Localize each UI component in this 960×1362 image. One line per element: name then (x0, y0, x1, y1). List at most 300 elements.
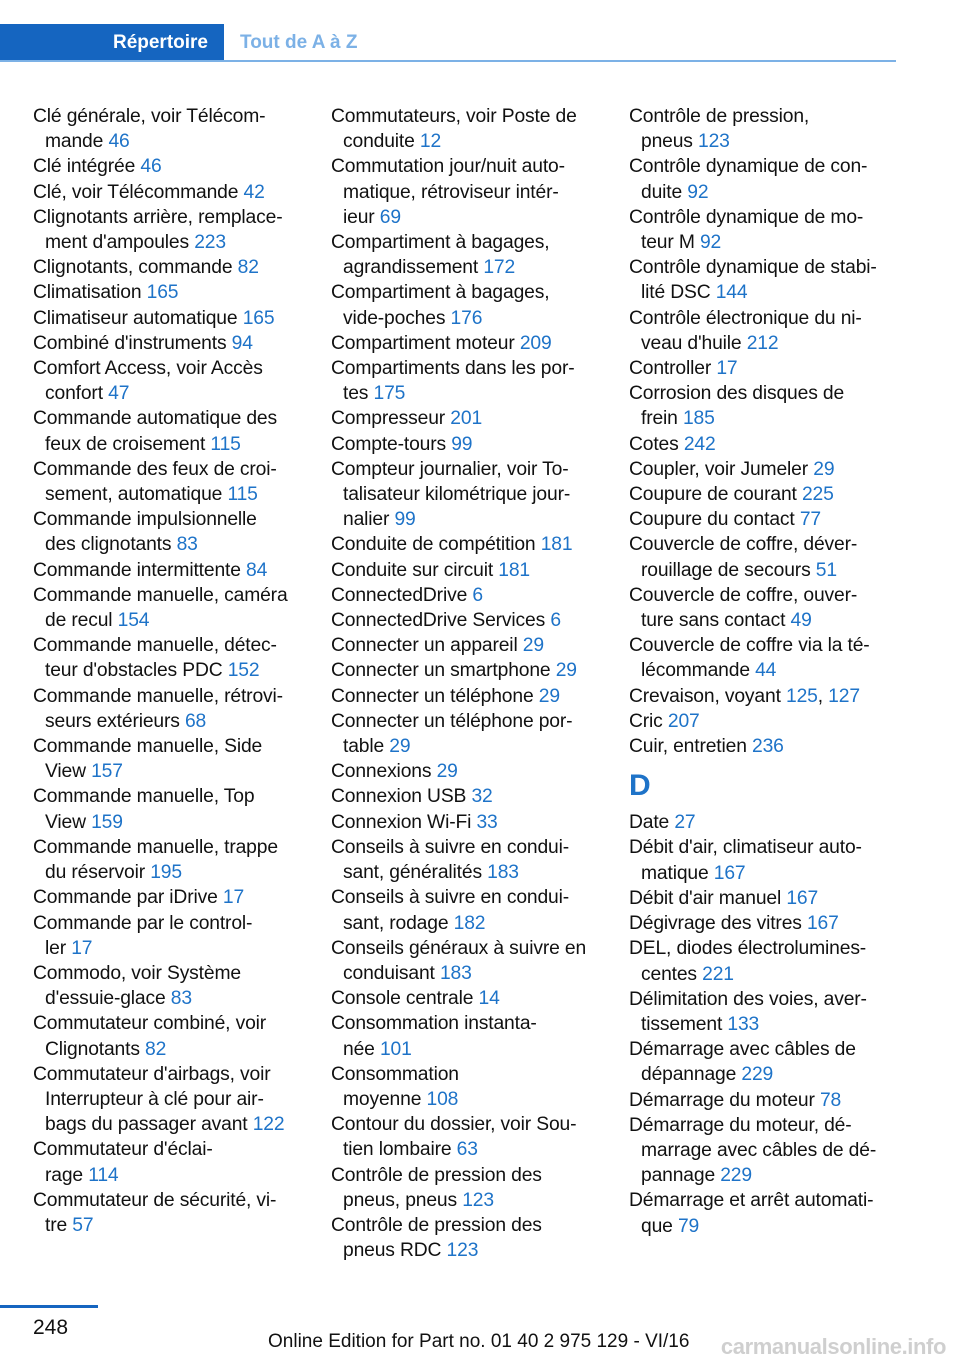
header-tabs (0, 24, 374, 60)
index-entry-text: Console centrale (331, 988, 474, 1010)
index-entry (629, 886, 897, 911)
index-entry-text: Commodo, voir Système (33, 962, 241, 984)
index-entry (33, 684, 305, 734)
index-page-link[interactable]: 77 (799, 509, 821, 531)
index-entry-text: Commande automatique des (33, 408, 277, 430)
index-entry-text: lité DSC (641, 282, 711, 304)
index-entry-text: ler (45, 937, 66, 959)
index-entry-text: Climatisation (33, 282, 142, 304)
index-entry-text: Débit d'air manuel (629, 887, 782, 909)
index-entry-text: née (343, 1038, 375, 1060)
index-entry (33, 633, 305, 683)
index-entry-text: pneus, pneus (343, 1189, 457, 1211)
index-page-link[interactable]: 175 (373, 383, 406, 405)
index-entry-text: Interrupteur à clé pour air- (45, 1088, 264, 1110)
index-entry-text: tre (45, 1214, 68, 1236)
index-entry-text: Couvercle de coffre, déver- (629, 534, 858, 556)
index-page-link[interactable]: 17 (222, 887, 245, 909)
index-entry-text: Date (629, 812, 670, 834)
index-page-link[interactable]: 46 (108, 131, 130, 153)
index-entry-text: agrandissement (343, 257, 479, 279)
index-entry (331, 608, 603, 633)
index-page-link[interactable]: 42 (243, 181, 265, 203)
index-page-link[interactable]: 165 (242, 307, 275, 329)
index-entry-text: Clignotants, commande (33, 257, 233, 279)
index-page-link[interactable]: 82 (145, 1038, 167, 1060)
index-entry-text: dépannage (641, 1064, 737, 1086)
index-entry (331, 936, 603, 986)
index-entry (33, 1011, 305, 1061)
index-page-link[interactable]: 242 (683, 433, 716, 455)
index-page-link[interactable]: 133 (727, 1013, 760, 1035)
index-entry (331, 104, 603, 154)
index-entry-text: Compartiment moteur (331, 332, 515, 354)
index-entry-text: table (343, 736, 385, 758)
index-entry-text: Crevaison, voyant (629, 685, 781, 707)
index-entry (331, 457, 603, 533)
index-entry-text: Conseils à suivre en condui- (331, 836, 570, 858)
index-entry (331, 356, 603, 406)
index-entry-text: frein (641, 408, 678, 430)
index-entry-text: Compteur journalier, voir To- (331, 458, 569, 480)
index-entry-text: Compartiment à bagages, (331, 282, 550, 304)
index-page-link[interactable]: 27 (674, 812, 696, 834)
index-entry (629, 810, 897, 835)
index-entry (629, 381, 897, 431)
index-entry-text: Coupure de courant (629, 484, 797, 506)
index-entry-text: sant, généralités (343, 862, 482, 884)
index-entry-text: Clé, voir Télécommande (33, 181, 239, 203)
tab-tout-de-a-a-z[interactable]: Tout de A à Z (240, 32, 358, 53)
index-entry (331, 154, 603, 230)
index-entry (629, 482, 897, 507)
index-page-link[interactable]: 212 (746, 332, 779, 354)
index-entry-text: pannage (641, 1165, 716, 1187)
index-entry (331, 558, 603, 583)
index-entry (629, 633, 897, 683)
index-page-link[interactable]: 123 (698, 131, 730, 153)
index-entry-text: Connecter un téléphone (331, 685, 534, 707)
index-entry-text: Couvercle de coffre via la té- (629, 635, 870, 657)
index-entry-text: pneus RDC (343, 1240, 442, 1262)
index-entry-text: rouillage de secours (641, 559, 811, 581)
index-entry (331, 331, 603, 356)
index-page-link[interactable]: 159 (91, 811, 123, 833)
index-entry-text: Commutation jour/nuit auto- (331, 156, 565, 178)
index-entry-text: Commande manuelle, détec- (33, 635, 277, 657)
index-page-link[interactable]: 94 (231, 332, 253, 354)
index-entry-text: Connexion USB (331, 786, 467, 808)
index-entry (629, 255, 897, 305)
index-page-link[interactable]: 223 (194, 232, 226, 254)
index-entry-text: Connexion Wi-Fi (331, 811, 472, 833)
index-page-link[interactable]: 29 (813, 458, 835, 480)
index-entry-text: centes (641, 963, 697, 985)
index-entry (629, 432, 897, 457)
index-page-link[interactable]: 114 (88, 1164, 119, 1186)
index-entry-text: DEL, diodes électrolumines- (629, 938, 867, 960)
index-page-link[interactable]: 123 (462, 1189, 494, 1211)
index-page-link[interactable]: 29 (522, 635, 544, 657)
index-entry-text: mande (45, 131, 104, 153)
index-entry (33, 154, 305, 179)
index-page-link[interactable]: 29 (555, 660, 577, 682)
index-page-link[interactable]: 165 (146, 282, 179, 304)
index-page-link[interactable]: 99 (451, 433, 473, 455)
index-entry-text: Contrôle dynamique de con- (629, 156, 868, 178)
index-entry (331, 709, 603, 759)
index-entry (33, 1062, 305, 1138)
index-page-link[interactable]: 51 (815, 559, 837, 581)
index-page-link[interactable]: 14 (478, 988, 500, 1010)
index-entry (629, 709, 897, 734)
index-entry-text: Contrôle dynamique de mo- (629, 206, 864, 228)
index-entry (629, 154, 897, 204)
index-entry-text: Compte-tours (331, 433, 446, 455)
index-entry (331, 986, 603, 1011)
index-entry-text: Compartiments dans les por- (331, 358, 575, 380)
index-page-link[interactable]: 29 (389, 736, 411, 758)
index-entry-text: View (45, 811, 86, 833)
index-entry-text: ment d'ampoules (45, 232, 189, 254)
index-entry-text: conduisant (343, 962, 435, 984)
index-entry-text: Comfort Access, voir Accès (33, 358, 263, 380)
index-page-link[interactable]: 123 (446, 1240, 479, 1262)
index-page-link[interactable]: 83 (170, 988, 192, 1010)
index-entry-text: seurs extérieurs (45, 710, 180, 732)
index-entry (331, 532, 603, 557)
index-page-link[interactable]: 29 (436, 761, 458, 783)
index-entry-text: Connecter un téléphone por- (331, 710, 573, 732)
index-entry-text: Commande manuelle, trappe (33, 836, 278, 858)
index-entry (33, 205, 305, 255)
index-entry (33, 885, 305, 910)
index-entry-text: Cric (629, 710, 663, 732)
index-entry-text: Conduite sur circuit (331, 559, 494, 581)
index-entry (331, 432, 603, 457)
index-entry (629, 1188, 897, 1238)
index-entry-text: Commande intermittente (33, 559, 241, 581)
index-entry-text: Démarrage avec câbles de (629, 1039, 856, 1061)
index-page-link[interactable]: 183 (439, 962, 472, 984)
index-page-link[interactable]: 236 (752, 736, 784, 758)
index-entry-text: Commutateur d'éclai- (33, 1139, 213, 1161)
index-entry-text: Commande par iDrive (33, 887, 218, 909)
index-entry-text: duite (641, 181, 683, 203)
index-section-letter: D (629, 769, 651, 803)
index-entry-text: matique, rétroviseur intér- (343, 181, 559, 203)
index-page-link[interactable]: 68 (184, 710, 207, 732)
index-entry-text: Clignotants (45, 1038, 140, 1060)
index-entry-text: de recul (45, 610, 113, 632)
index-entry (629, 1088, 897, 1113)
index-entry-text: matique (641, 862, 709, 884)
index-entry-text: Commande des feux de croi- (33, 458, 277, 480)
index-entry-text: tien lombaire (343, 1139, 452, 1161)
index-entry (33, 406, 305, 456)
index-entry (629, 457, 897, 482)
index-entry-text: Démarrage du moteur (629, 1089, 815, 1111)
index-entry-text: Démarrage du moteur, dé- (629, 1114, 852, 1136)
index-page-link[interactable]: 167 (713, 862, 746, 884)
footer-accent-line (0, 1305, 98, 1308)
index-page-link[interactable]: 99 (394, 509, 416, 531)
index-entry-text: lécommande (641, 660, 750, 682)
index-entry-text: tes (343, 383, 369, 405)
index-entry-text: pneus (641, 131, 693, 153)
index-entry-text: Clé générale, voir Télécom- (33, 106, 266, 127)
index-entry-text: nalier (343, 509, 390, 531)
index-page-link[interactable]: 108 (426, 1088, 459, 1110)
index-page-link[interactable]: 207 (667, 710, 700, 732)
index-page-link[interactable]: 33 (476, 811, 498, 833)
index-entry (33, 255, 305, 280)
index-page-link[interactable]: 183 (487, 862, 519, 884)
index-page-link[interactable]: 115 (227, 484, 258, 506)
index-column-3 (629, 104, 897, 1239)
index-entry-text: Débit d'air, climatiseur auto- (629, 837, 862, 859)
index-entry-text: Délimitation des voies, aver- (629, 988, 867, 1010)
index-entry (331, 835, 603, 885)
index-entry (331, 280, 603, 330)
index-entry-text: Climatiseur automatique (33, 307, 238, 329)
index-page-link[interactable]: 229 (720, 1165, 752, 1187)
index-page-link[interactable]: 49 (790, 610, 812, 632)
index-entry-text: Commande manuelle, Top (33, 786, 255, 808)
index-entry-text: Consommation (331, 1063, 459, 1085)
index-column-1 (33, 104, 305, 1238)
index-entry-text: que (641, 1215, 673, 1237)
index-entry-text: des clignotants (45, 534, 172, 556)
index-page-link[interactable]: 172 (483, 257, 516, 279)
index-entry-text: Commande manuelle, caméra (33, 584, 288, 606)
index-entry-text: Contrôle électronique du ni- (629, 307, 862, 329)
index-entry-text: Commutateur d'airbags, voir (33, 1063, 271, 1085)
index-entry-text: Dégivrage des vitres (629, 913, 802, 935)
index-page-link[interactable]: 157 (91, 761, 123, 783)
index-entry (331, 684, 603, 709)
index-entry (331, 759, 603, 784)
index-entry (629, 987, 897, 1037)
index-page-link[interactable]: 29 (538, 685, 560, 707)
index-page-link[interactable]: 154 (117, 610, 150, 632)
index-entry (33, 457, 305, 507)
index-page-link[interactable]: 63 (456, 1139, 478, 1161)
index-entry (33, 911, 305, 961)
index-page-link[interactable]: 122 (252, 1114, 285, 1136)
index-entry-text: Commutateur de sécurité, vi- (33, 1189, 277, 1211)
index-page-link[interactable]: 127 (828, 685, 860, 707)
index-entry: Crevaison, voyant 125, 127 (629, 685, 860, 707)
index-entry-text: Commande manuelle, Side (33, 736, 263, 758)
edition-note: Online Edition for Part no. 01 40 2 975 129 - VI/16 (268, 1331, 690, 1352)
index-entry-text: ConnectedDrive Services (331, 610, 546, 632)
index-page-link[interactable]: 101 (379, 1038, 412, 1060)
index-page-link[interactable]: 185 (682, 408, 715, 430)
index-page-link[interactable]: 229 (741, 1064, 774, 1086)
index-entry (33, 280, 305, 305)
index-page-link[interactable]: 6 (550, 610, 561, 632)
index-page-link[interactable]: 82 (237, 257, 259, 279)
index-page-link[interactable]: 79 (677, 1215, 700, 1237)
index-entry (629, 583, 897, 633)
index-page-link[interactable]: 84 (246, 559, 268, 581)
index-page-link[interactable]: 57 (72, 1214, 94, 1236)
index-page-link[interactable]: 144 (715, 282, 748, 304)
index-entry (331, 583, 603, 608)
index-page-link[interactable]: 152 (227, 660, 260, 682)
index-page-link[interactable]: 176 (450, 307, 483, 329)
index-entry-text: Combiné d'instruments (33, 332, 227, 354)
index-entry (629, 205, 897, 255)
index-entry (629, 356, 897, 381)
index-page-link[interactable]: 209 (519, 332, 552, 354)
index-entry-text: confort (45, 383, 103, 405)
index-page-link[interactable]: 167 (806, 913, 839, 935)
index-entry (33, 784, 305, 834)
index-entry (33, 507, 305, 557)
index-entry-text: Commutateur combiné, voir (33, 1013, 267, 1035)
index-page-link[interactable]: 167 (786, 887, 819, 909)
index-entry (331, 885, 603, 935)
index-entry-text: Cuir, entretien (629, 736, 747, 758)
index-entry-text: ieur (343, 206, 375, 228)
index-page-link[interactable]: 181 (540, 534, 573, 556)
index-entry (33, 583, 305, 633)
index-page-link[interactable]: 221 (702, 963, 734, 985)
index-entry (331, 1011, 603, 1061)
index-entry (629, 936, 897, 986)
index-entry-text: Démarrage et arrêt automati- (629, 1190, 874, 1212)
index-entry-text: Coupure du contact (629, 509, 795, 531)
index-entry (629, 911, 897, 936)
index-entry (331, 810, 603, 835)
index-entry-text: Contour du dossier, voir Sou- (331, 1114, 577, 1136)
index-entry-text: conduite (343, 131, 415, 153)
index-entry-text: Contrôle de pression des (331, 1214, 542, 1236)
index-entry-text: Commutateurs, voir Poste de (331, 106, 577, 127)
index-entry-text: veau d'huile (641, 332, 742, 354)
index-entry-text: Connecter un appareil (331, 635, 518, 657)
index-entry (331, 1112, 603, 1162)
index-entry-text: Contrôle dynamique de stabi- (629, 257, 877, 279)
index-entry (331, 784, 603, 809)
index-entry (33, 1188, 305, 1238)
index-entry (629, 734, 897, 759)
index-entry-text: Coupler, voir Jumeler (629, 458, 809, 480)
index-entry (33, 961, 305, 1011)
index-entry-text: Connexions (331, 761, 432, 783)
index-entry-text: Consommation instanta- (331, 1013, 537, 1035)
index-page-link[interactable]: 225 (801, 484, 834, 506)
index-entry-text: Commande manuelle, rétrovi- (33, 685, 283, 707)
index-page-link[interactable]: 182 (453, 912, 486, 934)
index-entry-text: Commande par le control- (33, 912, 253, 934)
index-entry-text: Couvercle de coffre, ouver- (629, 584, 858, 606)
index-page-link[interactable]: 92 (687, 181, 709, 203)
index-entry-text: rage (45, 1164, 83, 1186)
index-page-link[interactable]: 92 (699, 232, 722, 254)
index-entry-text: du réservoir (45, 862, 146, 884)
index-page-link[interactable]: 46 (140, 156, 162, 178)
watermark-logo: carmanualsonline.info (720, 1334, 946, 1359)
index-page-link[interactable]: 115 (210, 433, 241, 455)
index-page-link[interactable]: 32 (471, 786, 493, 808)
index-page-link[interactable]: 201 (450, 408, 483, 430)
index-entry-text: teur M (641, 232, 695, 254)
index-entry-text: Conseils à suivre en condui- (331, 887, 570, 909)
index-entry (629, 835, 897, 885)
index-entry (33, 558, 305, 583)
index-page-link[interactable]: 17 (71, 937, 93, 959)
index-entry-text: Compartiment à bagages, (331, 232, 550, 254)
index-page-link[interactable]: 12 (419, 131, 442, 153)
index-entry (331, 633, 603, 658)
index-entry (33, 1137, 305, 1187)
index-entry-text: Conduite de compétition (331, 534, 536, 556)
index-entry-text: marrage avec câbles de dé- (641, 1139, 877, 1161)
index-page-link[interactable]: 83 (176, 534, 198, 556)
index-page-link[interactable]: 17 (716, 358, 738, 380)
index-entry-text: vide-poches (343, 307, 446, 329)
index-entry-text: Corrosion des disques de (629, 383, 845, 405)
index-entry (33, 104, 305, 154)
index-page-link[interactable]: 125 (786, 685, 818, 707)
index-entry-text: ture sans contact (641, 610, 786, 632)
index-entry (629, 532, 897, 582)
index-entry (331, 1062, 603, 1112)
index-entry-text: sement, automatique (45, 484, 223, 506)
index-page-link[interactable]: 195 (150, 862, 182, 884)
index-entry-text: feux de croisement (45, 433, 206, 455)
index-page-link[interactable]: 69 (379, 206, 401, 228)
index-page-link[interactable]: 6 (472, 584, 483, 606)
index-page-link[interactable]: 47 (108, 383, 130, 405)
index-entry-text: Contrôle de pression, (629, 106, 810, 127)
index-entry-text: tissement (641, 1013, 723, 1035)
index-page-link[interactable]: 181 (498, 559, 530, 581)
index-entry-text: teur d'obstacles PDC (45, 660, 223, 682)
index-entry-text: d'essuie-glace (45, 988, 166, 1010)
index-entry (331, 658, 603, 683)
index-entry-text: Clé intégrée (33, 156, 136, 178)
index-entry-text: Clignotants arrière, remplace- (33, 206, 283, 228)
index-entry (33, 306, 305, 331)
index-entry-text: talisateur kilométrique jour- (343, 484, 571, 506)
index-entry-text: Connecter un smartphone (331, 660, 551, 682)
header-divider (0, 60, 896, 62)
index-entry (629, 1113, 897, 1189)
index-entry (33, 835, 305, 885)
index-entry (629, 104, 897, 154)
page-number: 248 (33, 1316, 69, 1339)
index-page-link[interactable]: 44 (755, 660, 777, 682)
index-entry (33, 331, 305, 356)
index-entry-text: Contrôle de pression des (331, 1164, 542, 1186)
index-entry (629, 507, 897, 532)
index-entry-text: Conseils généraux à suivre en (331, 937, 587, 959)
index-entry (331, 406, 603, 431)
index-entry-text: View (45, 761, 86, 783)
index-entry-text: bags du passager avant (45, 1114, 248, 1136)
index-entry-text: sant, rodage (343, 912, 449, 934)
index-entry (331, 1213, 603, 1263)
index-column-2 (331, 104, 603, 1263)
index-entry (629, 306, 897, 356)
index-page-link[interactable]: 78 (819, 1089, 842, 1111)
index-entry (331, 230, 603, 280)
tab-repertoire[interactable]: Répertoire (0, 24, 224, 60)
